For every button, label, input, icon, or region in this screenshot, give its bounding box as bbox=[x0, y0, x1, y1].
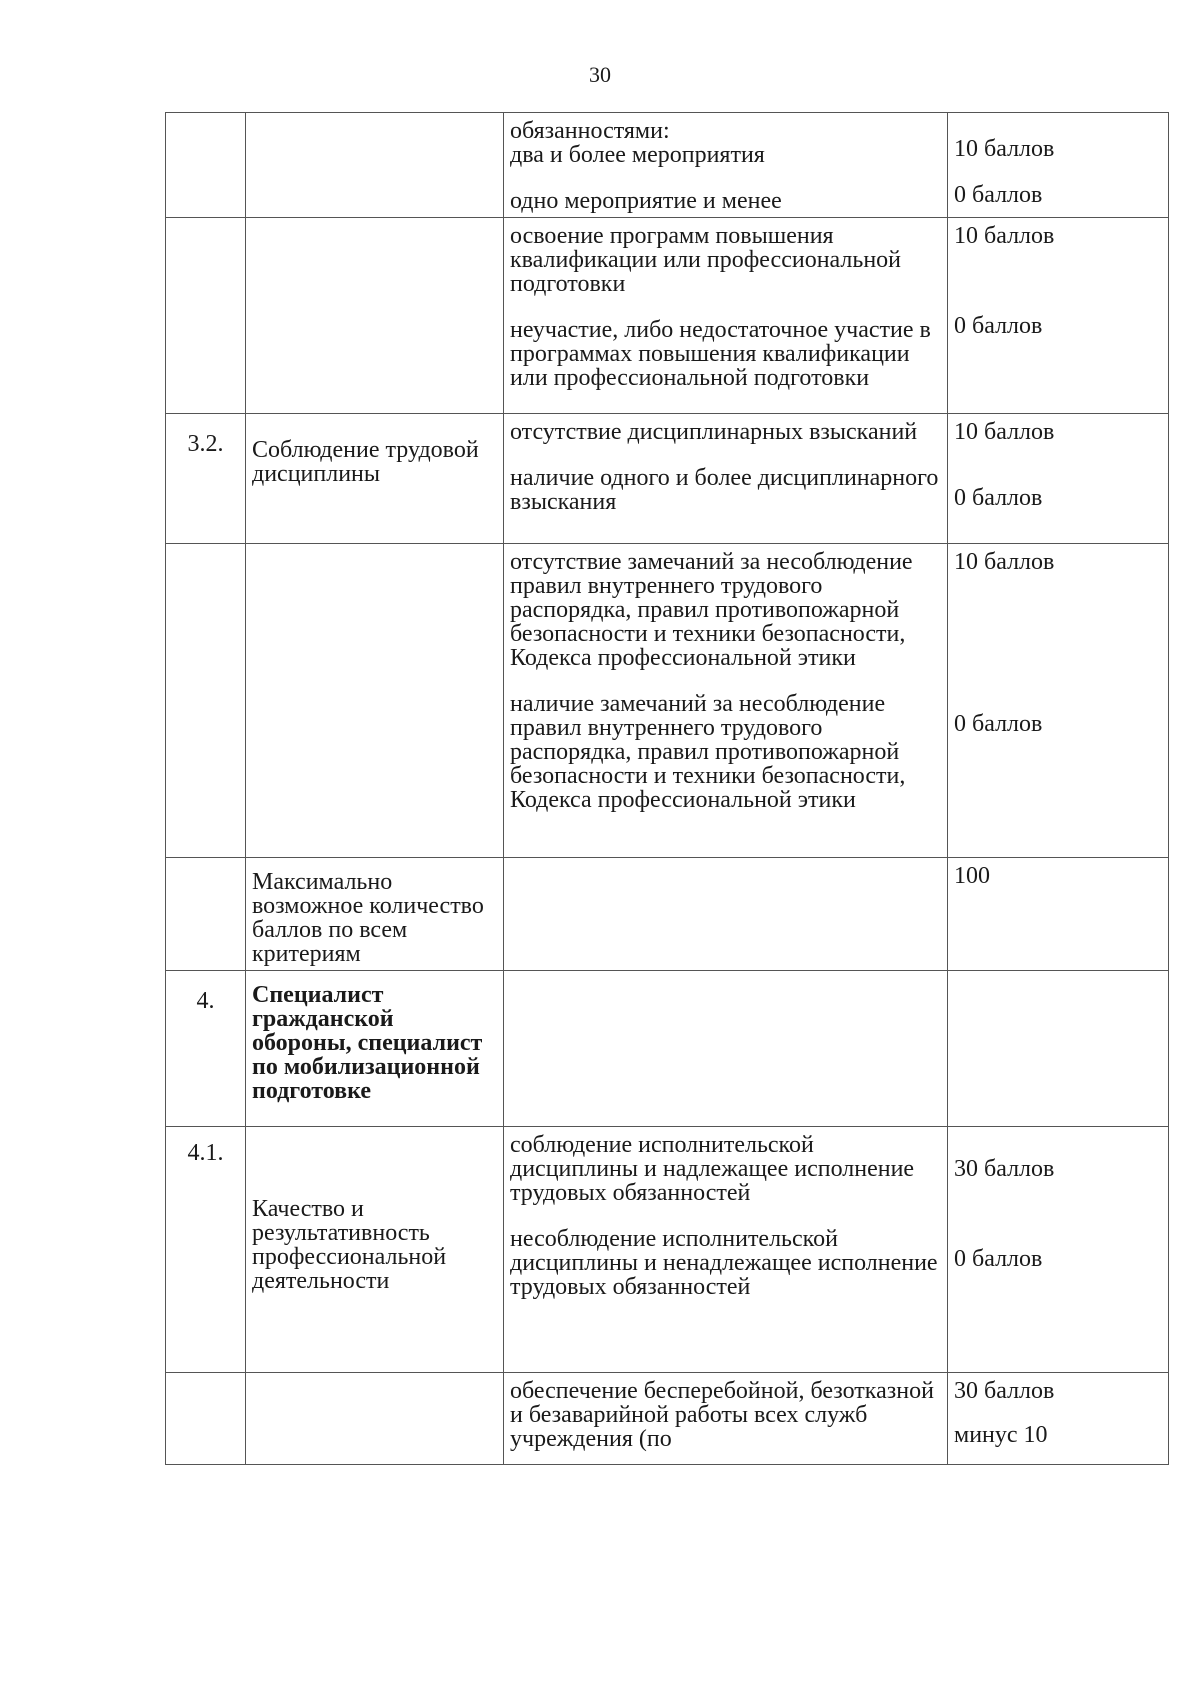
cell-scores bbox=[948, 1373, 1169, 1465]
page-number: 30 bbox=[589, 62, 611, 87]
score-text: 10 баллов bbox=[954, 419, 1055, 445]
cell-number: 3.2. bbox=[166, 414, 246, 544]
score-text: 0 баллов bbox=[954, 182, 1043, 208]
criteria-table bbox=[165, 112, 1169, 1465]
cell-criterion bbox=[246, 544, 504, 858]
indicator-text: обязанностями: два и более мероприятия bbox=[510, 118, 765, 168]
score-text: 10 баллов bbox=[954, 136, 1055, 162]
cell-indicators bbox=[504, 544, 948, 858]
table-row bbox=[166, 113, 1169, 218]
cell-scores bbox=[948, 414, 1169, 544]
cell-criterion bbox=[246, 1373, 504, 1465]
cell-criterion: Максимально возможное количество баллов по всем критериям bbox=[246, 858, 504, 971]
table-row bbox=[166, 858, 1169, 971]
score-text: 0 баллов bbox=[954, 485, 1043, 511]
cell-scores bbox=[948, 1127, 1169, 1373]
cell-criterion: Качество и результативность профессиональной деятельности bbox=[246, 1127, 504, 1373]
cell-scores bbox=[948, 971, 1169, 1127]
cell-criterion: Специалист гражданской обороны, специалист по мобилизационной подготовке bbox=[246, 971, 504, 1127]
cell-indicators bbox=[504, 1373, 948, 1465]
indicator-text: освоение программ повышения квалификации или профессиональной подготовки bbox=[510, 223, 902, 297]
cell-scores bbox=[948, 218, 1169, 414]
table-row bbox=[166, 544, 1169, 858]
cell-criterion: Соблюдение трудовой дисциплины bbox=[246, 414, 504, 544]
score-text: 0 баллов bbox=[954, 711, 1043, 737]
indicator-text: неучастие, либо недостаточное участие в программах повышения квалификации или профессиональной подготовки bbox=[510, 317, 931, 391]
score-text: 30 баллов bbox=[954, 1156, 1055, 1182]
cell-indicators bbox=[504, 1127, 948, 1373]
cell-number bbox=[166, 218, 246, 414]
indicator-text: несоблюдение исполнительской дисциплины и ненадлежащее исполнение трудовых обязанностей bbox=[510, 1226, 938, 1300]
table-row bbox=[166, 1373, 1169, 1465]
cell-number: 4.1. bbox=[166, 1127, 246, 1373]
cell-number bbox=[166, 1373, 246, 1465]
cell-scores bbox=[948, 113, 1169, 218]
table-row bbox=[166, 1127, 1169, 1373]
table-row bbox=[166, 218, 1169, 414]
score-text: 0 баллов bbox=[954, 1246, 1043, 1272]
cell-indicators bbox=[504, 218, 948, 414]
cell-scores: 100 bbox=[948, 858, 1169, 971]
indicator-text: отсутствие дисциплинарных взысканий bbox=[510, 419, 918, 445]
score-text: 0 баллов bbox=[954, 313, 1043, 339]
cell-number: 4. bbox=[166, 971, 246, 1127]
indicator-text: наличие замечаний за несоблюдение правил внутреннего трудового распорядка, правил противопожарной безопасности и техники безопасности, Кодекса профессиональной этики bbox=[510, 691, 906, 813]
score-text: 30 баллов bbox=[954, 1378, 1055, 1404]
table-row bbox=[166, 971, 1169, 1127]
indicator-text: обеспечение бесперебойной, безотказной и безаварийной работы всех служб учреждения (по bbox=[510, 1378, 934, 1452]
cell-number bbox=[166, 858, 246, 971]
cell-number bbox=[166, 113, 246, 218]
cell-indicators bbox=[504, 113, 948, 218]
cell-indicators bbox=[504, 971, 948, 1127]
cell-scores bbox=[948, 544, 1169, 858]
score-text: минус 10 bbox=[954, 1422, 1048, 1448]
cell-criterion bbox=[246, 113, 504, 218]
cell-indicators bbox=[504, 858, 948, 971]
indicator-text: отсутствие замечаний за несоблюдение правил внутреннего трудового распорядка, правил противопожарной безопасности и техники безопасности, Кодекса профессиональной этики bbox=[510, 549, 913, 671]
indicator-text: соблюдение исполнительской дисциплины и надлежащее исполнение трудовых обязанностей bbox=[510, 1132, 915, 1206]
cell-number bbox=[166, 544, 246, 858]
score-text: 10 баллов bbox=[954, 549, 1055, 575]
cell-indicators bbox=[504, 414, 948, 544]
indicator-text: наличие одного и более дисциплинарного взыскания bbox=[510, 465, 939, 515]
indicator-text: одно мероприятие и менее bbox=[510, 188, 782, 214]
table-row bbox=[166, 414, 1169, 544]
score-text: 10 баллов bbox=[954, 223, 1055, 249]
cell-criterion bbox=[246, 218, 504, 414]
